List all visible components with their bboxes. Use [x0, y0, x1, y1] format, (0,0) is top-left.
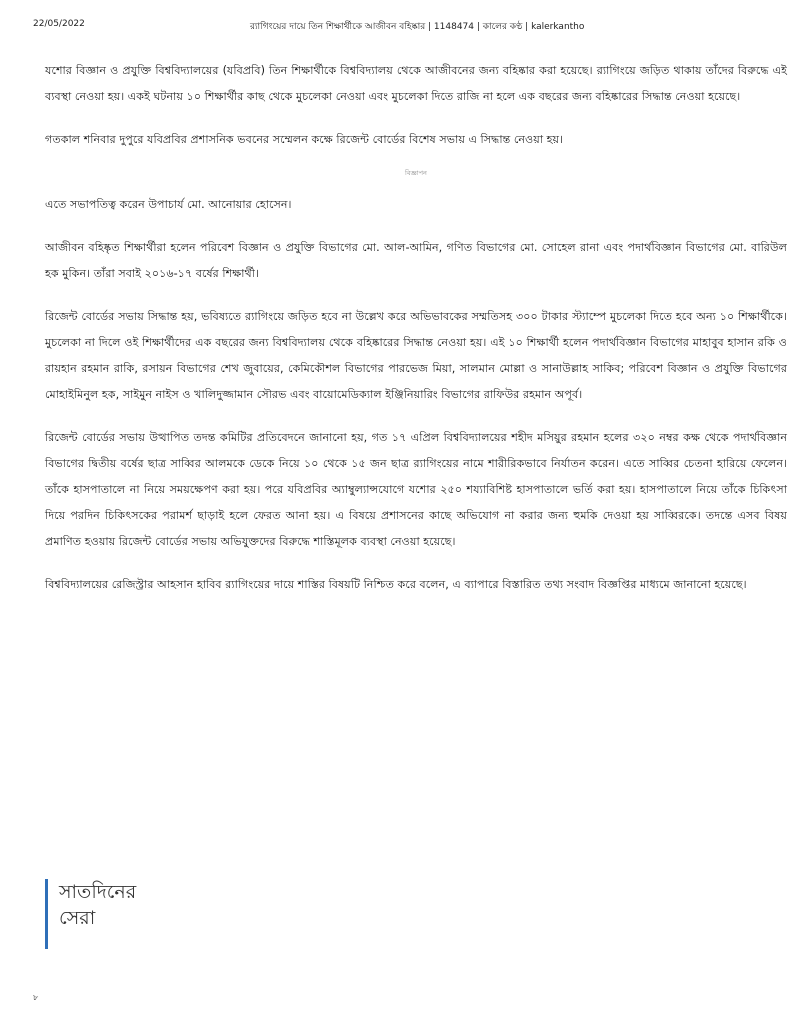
article-paragraph: বিশ্ববিদ্যালয়ের রেজিস্ট্রার আহসান হাবিব র‍্যাগিংয়ের দায়ে শাস্তির বিষয়টি নিশ্চিত করে বলেন, এ ব্যাপারে বিস্তারিত তথ্য সংবাদ বিজ্ঞপ্তির মাধ্যমে জানানো হয়েছে। [45, 578, 747, 591]
print-page-title: র‍্যাগিংয়ের দায়ে তিন শিক্ষার্থীকে আজীবন বহিষ্কার | 1148474 | কালের কণ্ঠ | kalerkantho [250, 22, 585, 32]
article-paragraph: রিজেন্ট বোর্ডের সভায় সিদ্ধান্ত হয়, ভবিষ্যতে র‍্যাগিংয়ে জড়িত হবে না উল্লেখ করে অভিভাবকের সম্মতিসহ ৩০০ টাকার স্ট্যাম্পে মুচলেকা দিতে হবে অন্য ১০ শিক্ষার্থীকে। মুচলেকা না দিলে ওই শিক্ষার্থীদের এক বছরের জন্য বিশ্ববিদ্যালয় থেকে বহিষ্কারের সিদ্ধান্ত নেওয়া হয়। এই ১০ শিক্ষার্থী হলেন পদার্থবিজ্ঞান বিভাগের মাহাবুব হাসান রকি ও রায়হান রহমান রাকি, রসায়ন বিভাগের শেখ জুবায়ের, কেমিকৌশল বিভাগের পারভেজ মিয়া, সালমান মোল্লা ও সানাউল্লাহ সাকিব; পরিবেশ বিজ্ঞান ও প্রযুক্তি বিভাগের মোহাইমিনুল হক, সাইমুন নাইস ও খালিদুজ্জামান সৌরভ এবং বায়োমেডিক্যাল ইঞ্জিনিয়ারিং বিভাগের রাফিউর রহমান অপূর্ব। [45, 310, 787, 401]
article-paragraph: রিজেন্ট বোর্ডের সভায় উত্থাপিত তদন্ত কমিটির প্রতিবেদনে জানানো হয়, গত ১৭ এপ্রিল বিশ্ববিদ্যালয়ের শহীদ মসিয়ুর রহমান হলের ৩২০ নম্বর কক্ষ থেকে পদার্থবিজ্ঞান বিভাগের দ্বিতীয় বর্ষের ছাত্র সাব্বির আলমকে ডেকে নিয়ে ১০ থেকে ১৫ জন ছাত্র র‍্যাগিংয়ের নামে শারীরিকভাবে নির্যাতন করেন। এতে সাব্বির চেতনা হারিয়ে ফেলেন। তাঁকে হাসপাতালে না নিয়ে সময়ক্ষেপণ করা হয়। পরে যবিপ্রবির অ্যাম্বুল্যান্সযোগে যশোর ২৫০ শয্যাবিশিষ্ট হাসপাতালে ভর্তি করা হয়। হাসপাতালে নিয়ে তাঁকে চিকিৎসা দিয়ে পরদিন চিকিৎসকের পরামর্শ ছাড়াই হলে ফেরত আনা হয়। এ বিষয়ে প্রশাসনের কাছে অভিযোগ না করার জন্য হুমকি দেওয়া হয় সাব্বিরকে। তদন্তে এসব বিষয় প্রমাণিত হওয়ায় রিজেন্ট বোর্ডের সভায় অভিযুক্তদের বিরুদ্ধে শাস্তিমূলক ব্যবস্থা নেওয়া হয়েছে। [45, 431, 787, 548]
top-seven-heading-line: সাতদিনের [59, 881, 137, 903]
print-header [0, 18, 791, 36]
article-paragraph: এতে সভাপতিত্ব করেন উপাচার্য মো. আনোয়ার হোসেন। [45, 198, 292, 211]
article-paragraph: গতকাল শনিবার দুপুরে যবিপ্রবির প্রশাসনিক ভবনের সম্মেলন কক্ষে রিজেন্ট বোর্ডের বিশেষ সভায় এ সিদ্ধান্ত নেওয়া হয়। [45, 133, 564, 146]
article-paragraph: যশোর বিজ্ঞান ও প্রযুক্তি বিশ্ববিদ্যালয়ের (যবিপ্রবি) তিন শিক্ষার্থীকে বিশ্ববিদ্যালয় থেকে আজীবনের জন্য বহিষ্কার করা হয়েছে। র‍্যাগিংয়ে জড়িত থাকায় তাঁদের বিরুদ্ধে এই ব্যবস্থা নেওয়া হয়। একই ঘটনায় ১০ শিক্ষার্থীর কাছ থেকে মুচলেকা নেওয়া এবং মুচলেকা দিতে রাজি না হলে এক বছরের জন্য বহিষ্কারের সিদ্ধান্ত নেওয়া হয়েছে। [45, 64, 787, 103]
article-body [45, 58, 787, 598]
advertisement-label: বিজ্ঞাপন [405, 169, 427, 177]
print-date: 22/05/2022 [33, 19, 85, 29]
page-number: ৮ [33, 993, 39, 1002]
top-seven-days-heading [45, 879, 136, 949]
article-paragraph: আজীবন বহিষ্কৃত শিক্ষার্থীরা হলেন পরিবেশ বিজ্ঞান ও প্রযুক্তি বিভাগের মো. আল-আমিন, গণিত বিভাগের মো. সোহেল রানা এবং পদার্থবিজ্ঞান বিভাগের মো. বারিউল হক মুকিন। তাঁরা সবাই ২০১৬-১৭ বর্ষের শিক্ষার্থী। [45, 241, 787, 280]
top-seven-heading-line: সেরা [59, 907, 96, 929]
